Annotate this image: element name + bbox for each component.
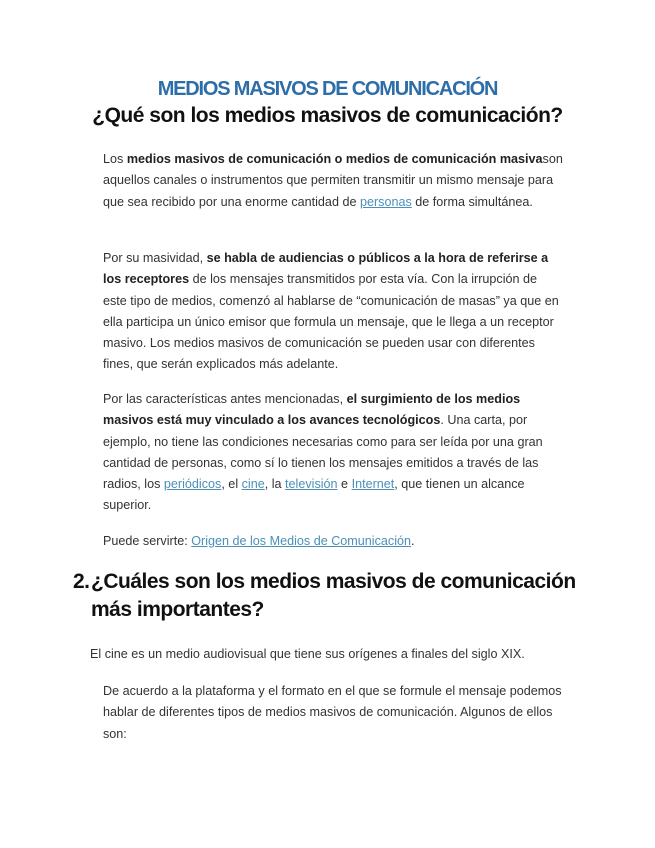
p3-text: Por las características antes mencionadas, bbox=[103, 392, 347, 406]
p1-text: son aquellos canales o instrumentos que permiten transmitir un mismo mensaje para que sea recibido por una enorme cantidad de bbox=[103, 152, 563, 209]
p3-text: e bbox=[337, 477, 352, 492]
p3-text: , que tienen un alcance superior. bbox=[103, 477, 525, 513]
p1-text: Los bbox=[103, 152, 127, 166]
link-cine[interactable]: cine bbox=[241, 477, 265, 492]
p1-bold: medios masivos de comunicación o medios de comunicación masiva bbox=[126, 152, 543, 166]
image-caption: El cine es un medio audiovisual que tiene sus orígenes a finales del siglo XIX. bbox=[90, 647, 525, 661]
heading-line-2: más importantes? bbox=[91, 598, 264, 621]
section-heading-1: ¿Qué son los medios masivos de comunicación? bbox=[92, 104, 563, 127]
p2-bold: se habla de audiencias o públicos a la hora de referirse a los receptores bbox=[103, 251, 549, 287]
link-personas[interactable]: personas bbox=[359, 194, 412, 209]
heading-number: 2. bbox=[73, 570, 90, 593]
p4-text: . bbox=[411, 534, 415, 548]
p2-text: de los mensajes transmitidos por esta vía. Con la irrupción de este tipo de medios, comenzó al hablarse de “comunicación de masas” ya que en ella participa un único emisor que formula un mensaje, que le llega a un receptor masivo. Los medios masivos de comunicación se pueden usar con diferentes fines, que serán explicados más adelante. bbox=[103, 272, 559, 372]
heading-line-1: ¿Cuáles son los medios masivos de comunicación bbox=[91, 570, 576, 593]
p3-bold: el surgimiento de los medios masivos está muy vinculado a los avances tecnológicos bbox=[103, 392, 521, 428]
link-periodicos[interactable]: periódicos bbox=[163, 477, 222, 492]
paragraph-4 bbox=[103, 531, 563, 552]
p1-text: de forma simultánea. bbox=[411, 194, 533, 209]
paragraph-1 bbox=[103, 149, 563, 213]
p3-text: , la bbox=[264, 477, 286, 492]
paragraph-5: De acuerdo a la plataforma y el formato en el que se formule el mensaje podemos hablar de diferentes tipos de medios masivos de comunicación. Algunos de ellos son: bbox=[103, 684, 562, 741]
p3-text: , el bbox=[221, 477, 242, 492]
section-heading-2 bbox=[73, 568, 593, 624]
p3-text: . Una carta, por ejemplo, no tiene las condiciones necesarias como para ser leída por una gran cantidad de personas, como sí lo tienen los mensajes emitidos a través de las radios, los bbox=[103, 413, 543, 492]
paragraph-3 bbox=[103, 389, 563, 517]
link-television[interactable]: televisión bbox=[285, 477, 338, 492]
link-origen-medios[interactable]: Origen de los Medios de Comunicación bbox=[191, 534, 412, 548]
link-internet[interactable]: Internet bbox=[351, 477, 395, 492]
p4-text: Puede servirte: bbox=[103, 534, 192, 548]
paragraph-2 bbox=[103, 248, 563, 376]
p2-text: Por su masividad, bbox=[103, 251, 207, 265]
document-title: MEDIOS MASIVOS DE COMUNICACIÓN bbox=[157, 78, 498, 100]
